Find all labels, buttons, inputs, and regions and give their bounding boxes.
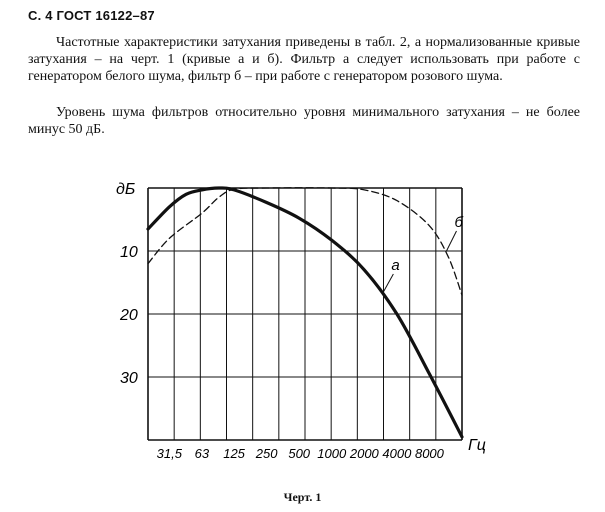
x-tick-label: 4000 [382,446,412,461]
x-tick-label: 125 [223,446,245,461]
x-tick-label: 63 [194,446,210,461]
curve-a-leader [383,274,393,292]
x-tick-label: 250 [255,446,278,461]
x-tick-label: 500 [288,446,311,461]
paragraph-1: Частотные характеристики затухания приведены в табл. 2, а нормализованные кривые затухания – на черт. 1 (кривые а и б). Фильтр а следует использовать при работе с генератором белого шума, фильтр б – при работе с генератором розового шума. [28,35,580,84]
x-tick-label: 31,5 [156,446,182,461]
y-tick-label: 20 [120,307,138,324]
chart-grid [148,188,462,440]
y-tick-label: 30 [120,370,138,387]
chart [0,170,605,470]
curve-b-label: б [454,214,463,231]
y-tick-label: 10 [120,244,138,261]
x-tick-label: 1000 [317,446,347,461]
curve-b-leader [446,231,456,251]
x-tick-label: 8000 [414,446,444,461]
chart-labels [116,181,486,461]
figure-caption: Черт. 1 [283,490,322,504]
y-axis-label: дБ [116,181,136,198]
curve-a-label: а [391,256,400,274]
page-header: С. 4 ГОСТ 16122–87 [28,8,155,23]
x-axis-label: Гц [468,437,486,454]
paragraph-2: Уровень шума фильтров относительно уровня минимального затухания – не более минус 50 дБ. [28,105,580,137]
x-tick-label: 2000 [349,446,379,461]
attenuation-chart [0,170,605,470]
